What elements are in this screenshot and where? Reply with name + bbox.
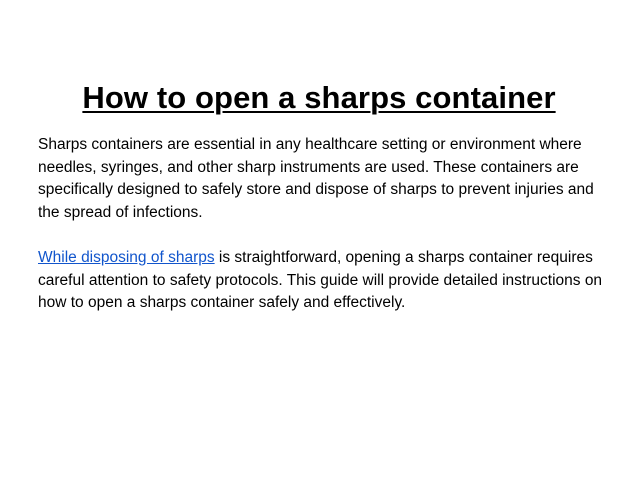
instructions-paragraph [38,247,608,315]
disposing-sharps-link[interactable]: While disposing of sharps [38,249,215,266]
slide-body [38,134,608,315]
instructions-text: is straightforward, opening a sharps container requires careful attention to safety protocols. This guide will provide detailed instructions on how to open a sharps container safely and effectively. [38,249,603,311]
slide-title: How to open a sharps container [82,80,556,115]
intro-paragraph: Sharps containers are essential in any healthcare setting or environment where needles, syringes, and other sharp instruments are used. These containers are specifically designed to safely store and dispose of sharps to prevent injuries and the spread of infections. [38,136,594,221]
